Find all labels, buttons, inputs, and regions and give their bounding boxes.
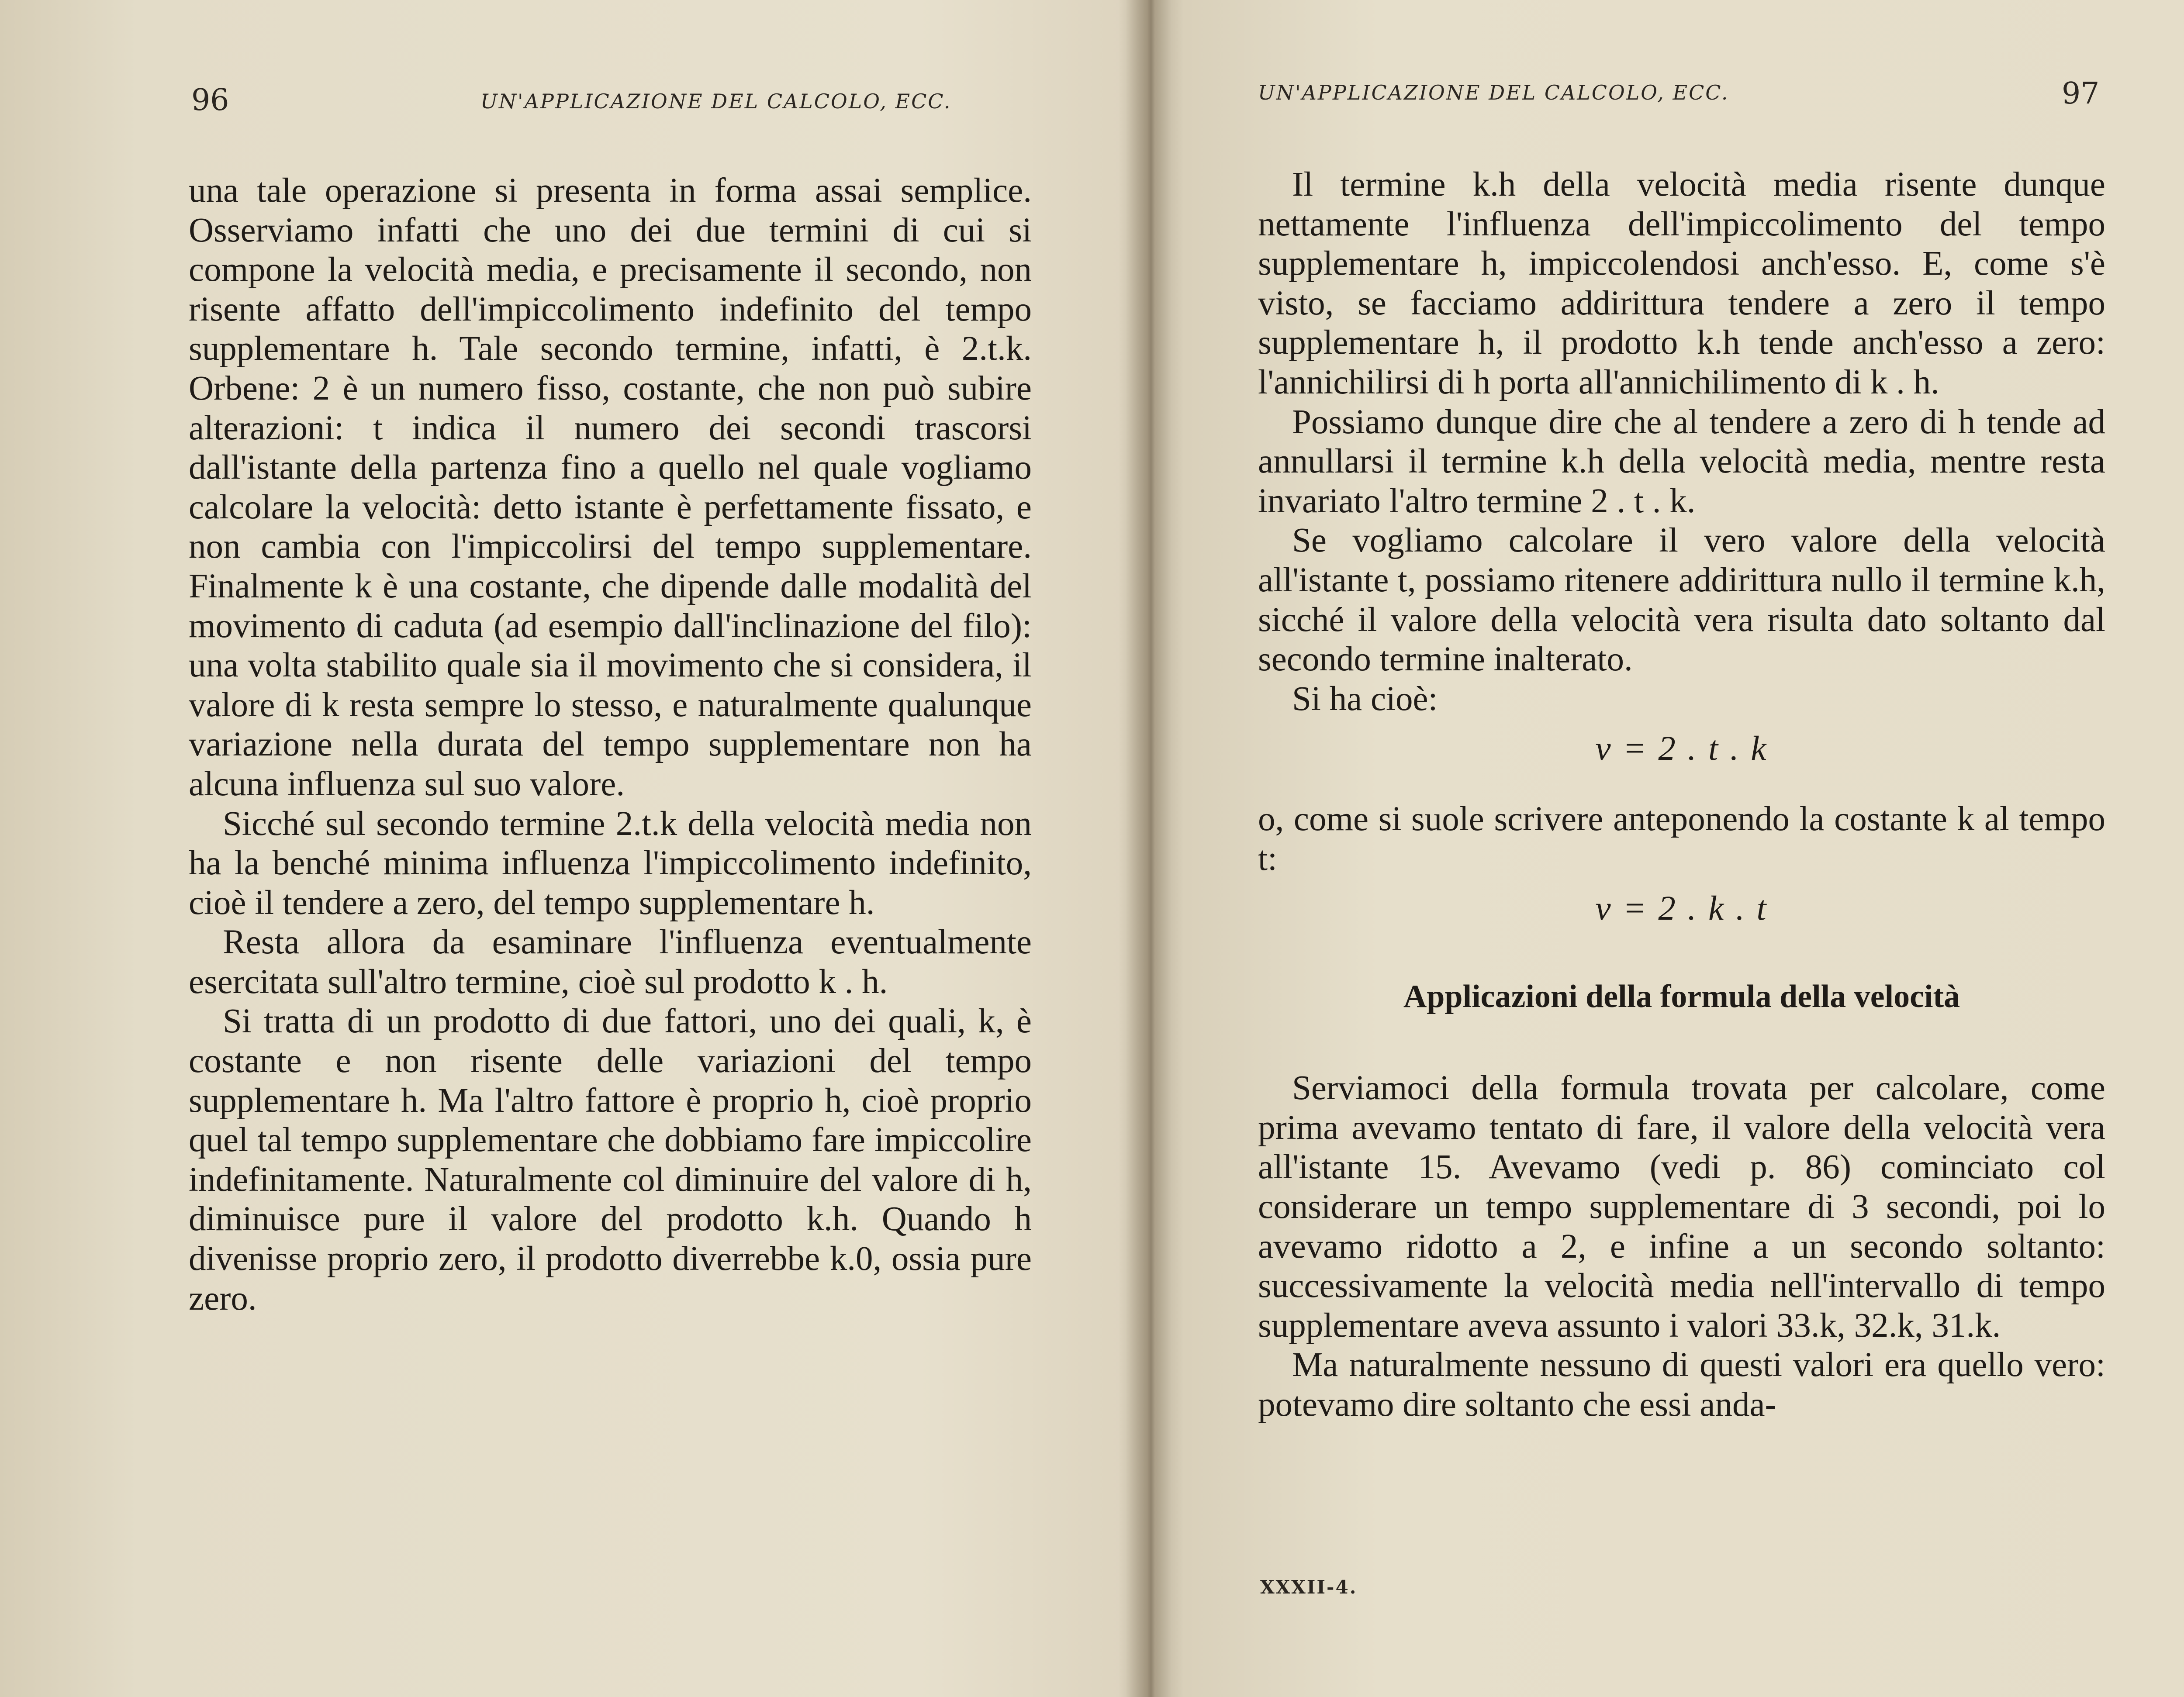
paragraph: Sicché sul secondo termine 2.t.k della velocità media non ha la benché minima influenza l'impiccolimento indefinito, cioè il tendere a zero, del tempo supplementare h.: [189, 804, 1032, 922]
signature-mark: XXXII-4.: [1260, 1576, 1358, 1598]
running-head: UN'APPLICAZIONE DEL CALCOLO, ECC.: [480, 90, 952, 113]
formula: v = 2 . t . k: [1595, 730, 1768, 768]
paragraph: Se vogliamo calcolare il vero valore della velocità all'istante t, possiamo ritenere addirittura nullo il termine k.h, sicché il valore della velocità vera risulta dato soltanto dal secondo termine inalterato.: [1258, 521, 2105, 679]
right-text-block: [1258, 165, 2105, 1425]
formula: v = 2 . k . t: [1595, 890, 1768, 928]
right-page: [1153, 0, 2184, 1697]
paragraph: Si ha cioè:: [1292, 679, 1438, 718]
paragraph: o, come si suole scrivere anteponendo la costante k al tempo t:: [1258, 800, 2105, 878]
paragraph: Ma naturalmente nessuno di questi valori era quello vero: potevamo dire soltanto che essi anda-: [1258, 1346, 2105, 1424]
paragraph: Serviamoci della formula trovata per calcolare, come prima avevamo tentato di fare, il valore della velocità vera all'istante 15. Avevamo (vedi p. 86) cominciato col considerare un tempo supplementare di 3 secondi, poi lo avevamo ridotto a 2, e infine a un secondo soltanto: successivamente la velocità media nell'intervallo di tempo supplementare aveva assunto i valori 33.k, 32.k, 31.k.: [1258, 1069, 2105, 1345]
page-number: 96: [191, 83, 229, 117]
paragraph: Possiamo dunque dire che al tendere a zero di h tende ad annullarsi il termine k.h della velocità media, mentre resta invariato l'altro termine 2 . t . k.: [1258, 403, 2105, 520]
paragraph: Resta allora da esaminare l'influenza eventualmente esercitata sull'altro termine, cioè sul prodotto k . h.: [189, 923, 1032, 1001]
paragraph: Il termine k.h della velocità media risente dunque nettamente l'influenza dell'impiccolimento del tempo supplementare h, impiccolendosi anch'esso. E, come s'è visto, se facciamo addirittura tendere a zero il tempo supplementare h, il prodotto k.h tende anch'esso a zero: l'annichilirsi di h porta all'annichilimento di k . h.: [1258, 166, 2105, 401]
paragraph: Si tratta di un prodotto di due fattori, uno dei quali, k, è costante e non risente delle variazioni del tempo supplementare h. Ma l'altro fattore è proprio h, cioè proprio quel tal tempo supplementare che dobbiamo fare impiccolire indefinitamente. Naturalmente col diminuire del valore di h, diminuisce pure il valore del prodotto k.h. Quando h divenisse proprio zero, il prodotto diverrebbe k.0, ossia pure zero.: [189, 1002, 1032, 1318]
running-head: UN'APPLICAZIONE DEL CALCOLO, ECC.: [1258, 81, 1729, 104]
paragraph: una tale operazione si presenta in forma assai semplice. Osserviamo infatti che uno dei due termini di cui si compone la velocità media, e precisamente il secondo, non risente affatto dell'impiccolimento indefinito del tempo supplementare h. Tale secondo termine, infatti, è 2.t.k. Orbene: 2 è un numero fisso, costante, che non può subire alterazioni: t indica il numero dei secondi trascorsi dall'istante della partenza fino a quello nel quale vogliamo calcolare la velocità: detto istante è perfettamente fissato, e non cambia con l'impiccolirsi del tempo supplementare. Finalmente k è una costante, che dipende dalle modalità del movimento di caduta (ad esempio dall'inclinazione del filo): una volta stabilito quale sia il movimento che si considera, il valore di k resta sempre lo stesso, e naturalmente qualunque variazione nella durata del tempo supplementare non ha alcuna influenza sul suo valore.: [189, 172, 1032, 803]
left-text-block: [189, 171, 1032, 1318]
page-number: 97: [2062, 76, 2100, 111]
section-heading: Applicazioni della formula della velocità: [1403, 978, 1960, 1014]
